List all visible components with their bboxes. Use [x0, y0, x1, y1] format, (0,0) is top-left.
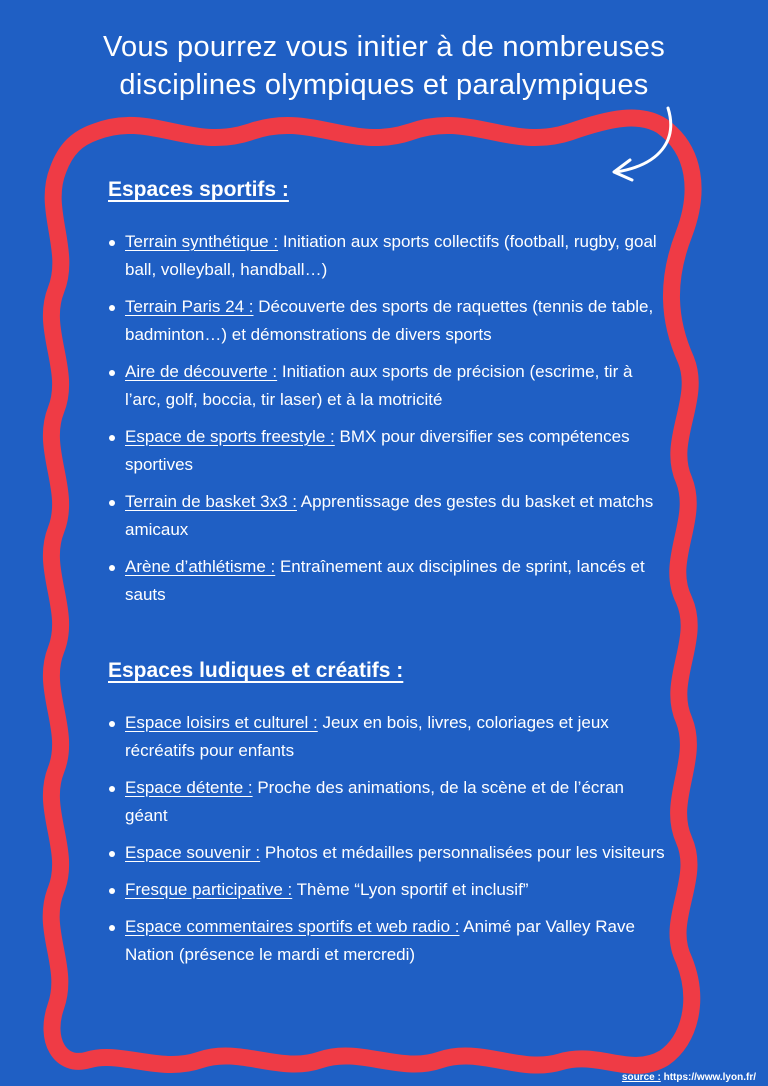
list-item	[108, 839, 668, 867]
section-title-ludique: Espaces ludiques et créatifs :	[108, 659, 404, 682]
item-term: Terrain synthétique :	[125, 232, 279, 251]
list-item	[108, 876, 668, 904]
section-title-sport: Espaces sportifs :	[108, 178, 289, 201]
list-item	[108, 709, 668, 765]
list-item	[108, 423, 668, 479]
item-desc: Initiation aux sports collectifs (football, rugby, goal ball, volleyball, handball…)	[125, 232, 657, 279]
section-ludique	[108, 659, 668, 969]
item-term: Arène d’athlétisme :	[125, 557, 276, 576]
item-desc: Animé par Valley Rave Nation (présence le mardi et mercredi)	[125, 917, 635, 964]
list-item	[108, 358, 668, 414]
item-desc: Proche des animations, de la scène et de l’écran géant	[125, 778, 624, 825]
item-term: Terrain de basket 3x3 :	[125, 492, 297, 511]
item-desc: Initiation aux sports de précision (escrime, tir à l’arc, golf, boccia, tir laser) et à la motricité	[125, 362, 633, 409]
item-desc: Apprentissage des gestes du basket et matchs amicaux	[125, 492, 654, 539]
item-term: Terrain Paris 24 :	[125, 297, 254, 316]
list-item	[108, 913, 668, 969]
source-label: source :	[621, 1072, 661, 1083]
item-term: Aire de découverte :	[125, 362, 278, 381]
item-desc: Photos et médailles personnalisées pour les visiteurs	[260, 843, 665, 862]
item-term: Espace souvenir :	[125, 843, 261, 862]
source-credit	[622, 1072, 756, 1083]
item-desc: Découverte des sports de raquettes (tennis de table, badminton…) et démonstrations de divers sports	[125, 297, 654, 344]
content	[108, 178, 668, 978]
item-term: Espace loisirs et culturel :	[125, 713, 318, 732]
item-term: Espace commentaires sportifs et web radio :	[125, 917, 460, 936]
item-desc: Entraînement aux disciplines de sprint, lancés et sauts	[125, 557, 645, 604]
item-desc: Jeux en bois, livres, coloriages et jeux récréatifs pour enfants	[125, 713, 609, 760]
list-item	[108, 553, 668, 609]
title-line-2: disciplines olympiques et paralympiques	[119, 69, 649, 101]
item-desc: Thème “Lyon sportif et inclusif”	[292, 880, 529, 899]
list-item	[108, 774, 668, 830]
page-title	[0, 28, 768, 104]
section-sport	[108, 178, 668, 609]
list-item	[108, 228, 668, 284]
list-ludique	[108, 709, 668, 969]
item-term: Fresque participative :	[125, 880, 293, 899]
item-term: Espace de sports freestyle :	[125, 427, 335, 446]
list-sport	[108, 228, 668, 609]
list-item	[108, 293, 668, 349]
title-line-1: Vous pourrez vous initier à de nombreuses	[103, 31, 665, 63]
item-term: Espace détente :	[125, 778, 253, 797]
list-item	[108, 488, 668, 544]
item-desc: BMX pour diversifier ses compétences sportives	[125, 427, 630, 474]
source-url: https://www.lyon.fr/	[660, 1072, 756, 1083]
